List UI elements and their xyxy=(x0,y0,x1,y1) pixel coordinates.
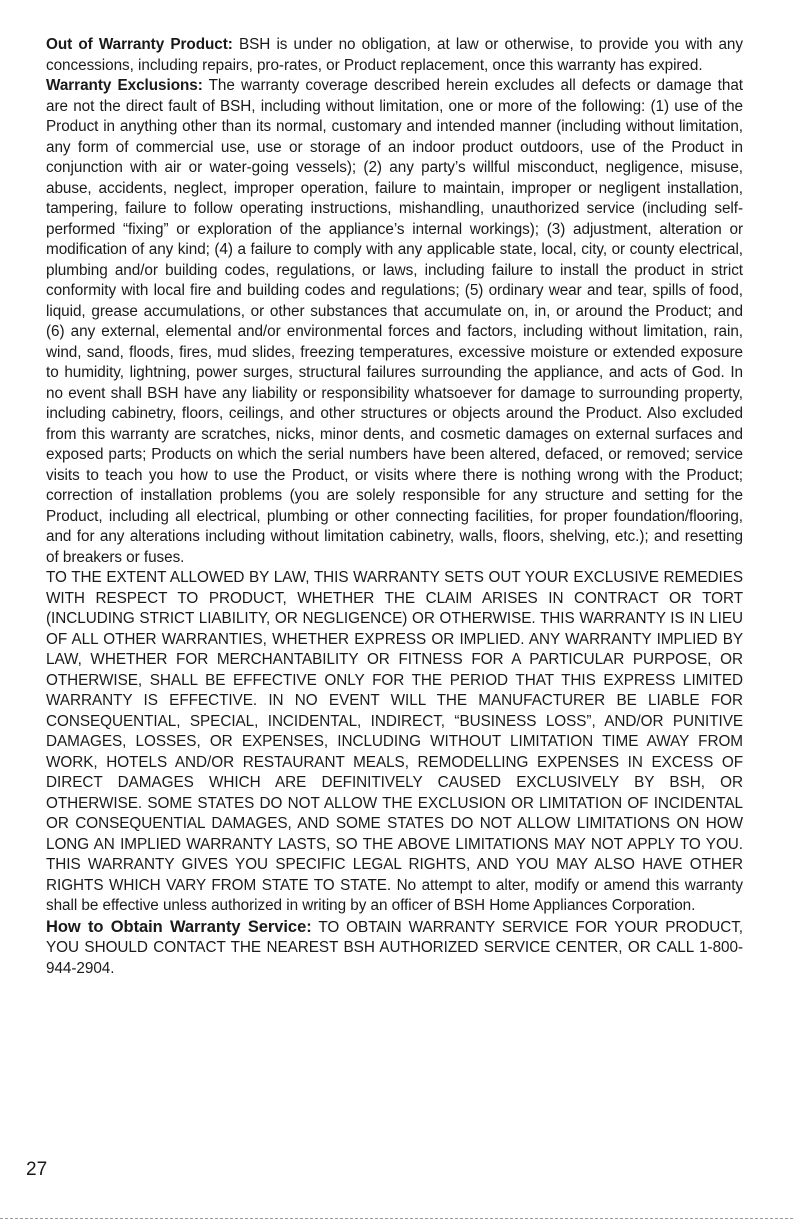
exclusions-paragraph xyxy=(46,76,743,568)
out-of-warranty-paragraph xyxy=(46,35,743,76)
service-text: TO OBTAIN WARRANTY SERVICE FOR YOUR PRODUCT, YOU SHOULD CONTACT THE NEAREST BSH AUTHORIZED SERVICE CENTER, OR CALL 1-800-944-2904. xyxy=(46,918,743,977)
warranty-text-block xyxy=(46,35,743,979)
exclusions-heading: Warranty Exclusions: xyxy=(46,77,203,94)
service-paragraph xyxy=(46,917,743,980)
bottom-divider xyxy=(0,1218,793,1219)
out-of-warranty-heading: Out of Warranty Product: xyxy=(46,36,233,53)
service-heading: How to Obtain Warranty Service: xyxy=(46,917,312,936)
out-of-warranty-text: BSH is under no obligation, at law or otherwise, to provide you with any concessions, including repairs, pro-rates, or Product replacement, once this warranty has expired. xyxy=(46,36,743,74)
page-number: 27 xyxy=(26,1159,48,1180)
exclusions-text: The warranty coverage described herein excludes all defects or damage that are not the direct fault of BSH, including without limitation, one or more of the following: (1) use of the Product in anything other than its normal, customary and intended manner (including without limitation, any form of commercial use, use or storage of an indoor product outdoors, use of the Product in conjunction with air or water-going vessels); (2) any party’s willful misconduct, negligence, misuse, abuse, accidents, neglect, improper operation, failure to maintain, improper or negligent installation, tampering, failure to follow operating instructions, mishandling, unauthorized service (including self-performed “fixing” or exploration of the appliance’s internal workings); (3) adjustment, alteration or modification of any kind; (4) a failure to comply with any applicable state, local, city, or county electrical, plumbing and/or building codes, regulations, or laws, including failure to install the product in strict conformity with local fire and building codes and regulations; (5) ordinary wear and tear, spills of food, liquid, grease accumulations, or other substances that accumulate on, in, or around the Product; and (6) any external, elemental and/or environmental forces and factors, including without limitation, rain, wind, sand, floods, fires, mud slides, freezing temperatures, excessive moisture or extended exposure to humidity, lightning, power surges, structural failures surrounding the appliance, and acts of God. In no event shall BSH have any liability or responsibility whatsoever for damage to surrounding property, including cabinetry, floors, ceilings, and other structures or objects around the Product. Also excluded from this warranty are scratches, nicks, minor dents, and cosmetic damages on external surfaces and exposed parts; Products on which the serial numbers have been altered, defaced, or removed; service visits to teach you how to use the Product, or visits where there is nothing wrong with the Product; correction of installation problems (you are solely responsible for any structure and setting for the Product, including all electrical, plumbing or other connecting facilities, for proper foundation/flooring, and for any alterations including without limitation cabinetry, walls, floors, shelving, etc.); and resetting of breakers or fuses. xyxy=(46,77,743,566)
disclaimer-paragraph: TO THE EXTENT ALLOWED BY LAW, THIS WARRANTY SETS OUT YOUR EXCLUSIVE REMEDIES WITH RESPECT TO PRODUCT, WHETHER THE CLAIM ARISES IN CONTRACT OR TORT (INCLUDING STRICT LIABILITY, OR NEGLIGENCE) OR OTHERWISE. THIS WARRANTY IS IN LIEU OF ALL OTHER WARRANTIES, WHETHER EXPRESS OR IMPLIED. ANY WARRANTY IMPLIED BY LAW, WHETHER FOR MERCHANTABILITY OR FITNESS FOR A PARTICULAR PURPOSE, OR OTHERWISE, SHALL BE EFFECTIVE ONLY FOR THE PERIOD THAT THIS EXPRESS LIMITED WARRANTY IS EFFECTIVE. IN NO EVENT WILL THE MANUFACTURER BE LIABLE FOR CONSEQUENTIAL, SPECIAL, INCIDENTAL, INDIRECT, “BUSINESS LOSS”, AND/OR PUNITIVE DAMAGES, LOSSES, OR EXPENSES, INCLUDING WITHOUT LIMITATION TIME AWAY FROM WORK, HOTELS AND/OR RESTAURANT MEALS, REMODELLING EXPENSES IN EXCESS OF DIRECT DAMAGES WHICH ARE DEFINITIVELY CAUSED EXCLUSIVELY BY BSH, OR OTHERWISE. SOME STATES DO NOT ALLOW THE EXCLUSION OR LIMITATION OF INCIDENTAL OR CONSEQUENTIAL DAMAGES, AND SOME STATES DO NOT ALLOW LIMITATIONS ON HOW LONG AN IMPLIED WARRANTY LASTS, SO THE ABOVE LIMITATIONS MAY NOT APPLY TO YOU. THIS WARRANTY GIVES YOU SPECIFIC LEGAL RIGHTS, AND YOU MAY ALSO HAVE OTHER RIGHTS WHICH VARY FROM STATE TO STATE. No attempt to alter, modify or amend this warranty shall be effective unless authorized in writing by an officer of BSH Home Appliances Corporation. xyxy=(46,569,743,914)
